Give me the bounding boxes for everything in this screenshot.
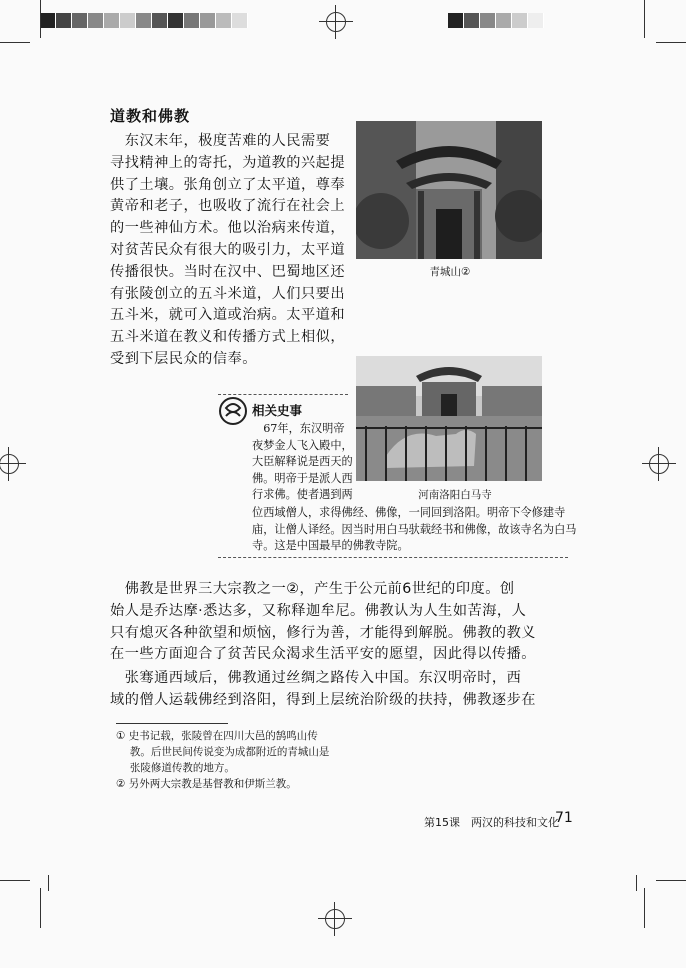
box-text-line: 夜梦金人飞入殿中， — [252, 438, 353, 452]
color-swatch — [72, 13, 88, 28]
footnote-line: 教。后世民间传说变为成都附近的青城山是 — [116, 746, 330, 758]
color-swatch — [184, 13, 200, 28]
photo2-caption: 河南洛阳白马寺 — [418, 489, 492, 501]
text-line: 在一些方面迎合了贫苦民众渴求生活平安的愿望，因此得以传播。 — [110, 646, 536, 663]
box-top-border — [218, 394, 348, 395]
registration-mark-top — [319, 5, 353, 39]
crop-mark — [48, 875, 49, 891]
print-color-bar — [40, 13, 248, 28]
text-line: 域的僧人运载佛经到洛阳，得到上层统治阶级的扶持，佛教逐步在 — [110, 691, 536, 708]
color-swatch — [496, 13, 512, 28]
crop-mark — [644, 888, 645, 928]
crop-mark — [656, 42, 686, 43]
text-line: 受到下层民众的信奉。 — [110, 350, 257, 367]
box-text-line: 大臣解释说是西天的 — [252, 455, 353, 468]
color-swatch — [56, 13, 72, 28]
footnote-line: 张陵修道传教的地方。 — [116, 762, 235, 774]
text-line: 供了土壤。张角创立了太平道，尊奉 — [110, 176, 346, 193]
crop-mark — [656, 880, 686, 881]
color-swatch — [152, 13, 168, 28]
text-line: 对贫苦民众有很大的吸引力，太平道 — [110, 241, 346, 258]
color-swatch — [464, 13, 480, 28]
box-text-line: 位西域僧人，求得佛经、佛像，一同回到洛阳。明帝下令修建寺 — [252, 506, 566, 519]
print-gray-bar — [448, 13, 544, 28]
text-line: 有张陵创立的五斗米道，人们只要出 — [110, 285, 346, 302]
color-swatch — [216, 13, 232, 28]
text-line: 只有熄灭各种欲望和烦恼，修行为善，才能得到解脱。佛教的教义 — [110, 624, 536, 641]
box-text-line: 寺。这是中国最早的佛教寺院。 — [252, 539, 409, 552]
crop-mark — [644, 0, 645, 38]
crop-mark — [40, 888, 41, 928]
paragraph-buddhism — [110, 579, 536, 666]
box-text-line: 佛。明帝于是派人西 — [252, 471, 353, 485]
footnotes — [116, 728, 376, 792]
color-swatch — [40, 13, 56, 28]
color-swatch — [136, 13, 152, 28]
color-swatch — [480, 13, 496, 28]
qingcheng-mountain-photo — [356, 121, 542, 259]
box-text-wide — [252, 505, 577, 555]
footer-lesson: 第15课 两汉的科技和文化 — [424, 816, 559, 829]
box-text-line: 行求佛。使者遇到两 — [252, 488, 353, 501]
box-title: 相关史事 — [252, 403, 303, 418]
color-swatch — [528, 13, 544, 28]
crop-mark — [636, 875, 637, 891]
color-swatch — [168, 13, 184, 28]
color-swatch — [200, 13, 216, 28]
text-line: 佛教是世界三大宗教之一②，产生于公元前6世纪的印度。创 — [110, 581, 515, 597]
registration-mark-right — [642, 447, 676, 481]
text-line: 始人是乔达摩·悉达多，又称释迦牟尼。佛教认为人生如苦海，人 — [110, 602, 527, 619]
page-number: 71 — [555, 810, 573, 826]
registration-mark-left — [0, 447, 26, 481]
color-swatch — [104, 13, 120, 28]
text-line: 东汉末年，极度苦难的人民需要 — [110, 133, 331, 149]
box-text-line: 庙，让僧人译经。因当时用白马驮载经书和佛像，故该寺名为白马 — [252, 522, 577, 536]
text-line: 黄帝和老子，也吸收了流行在社会上 — [110, 198, 346, 215]
crop-mark — [0, 880, 30, 881]
box-text-line: 67年，东汉明帝 — [252, 422, 345, 435]
footnote-rule — [116, 723, 228, 724]
color-swatch — [232, 13, 248, 28]
box-bottom-border — [218, 557, 568, 558]
text-line: 的一些神仙方术。他以治病来传道， — [110, 220, 346, 237]
footnote-line: ① 史书记载，张陵曾在四川大邑的鹄鸣山传 — [116, 730, 318, 742]
color-swatch — [120, 13, 136, 28]
crop-mark — [0, 42, 30, 43]
color-swatch — [88, 13, 104, 28]
white-horse-temple-photo — [356, 356, 542, 481]
section-title: 道教和佛教 — [110, 107, 191, 125]
text-line: 传播很快。当时在汉中、巴蜀地区还 — [110, 263, 346, 280]
text-line: 寻找精神上的寄托，为道教的兴起提 — [110, 154, 346, 171]
text-line: 张骞通西域后，佛教通过丝绸之路传入中国。东汉明帝时，西 — [110, 670, 522, 686]
crop-mark — [40, 0, 41, 38]
paragraph-spread — [110, 668, 536, 712]
paragraph-taoism — [110, 131, 360, 371]
registration-mark-bottom — [318, 902, 352, 936]
text-line: 五斗米，就可入道或治病。太平道和 — [110, 307, 346, 324]
box-text-narrow — [252, 421, 352, 504]
photo1-caption: 青城山② — [429, 266, 471, 278]
box-logo-icon — [218, 396, 248, 430]
color-swatch — [448, 13, 464, 28]
footnote-line: ② 另外两大宗教是基督教和伊斯兰教。 — [116, 778, 297, 790]
color-swatch — [512, 13, 528, 28]
text-line: 五斗米道在教义和传播方式上相似， — [110, 329, 346, 346]
